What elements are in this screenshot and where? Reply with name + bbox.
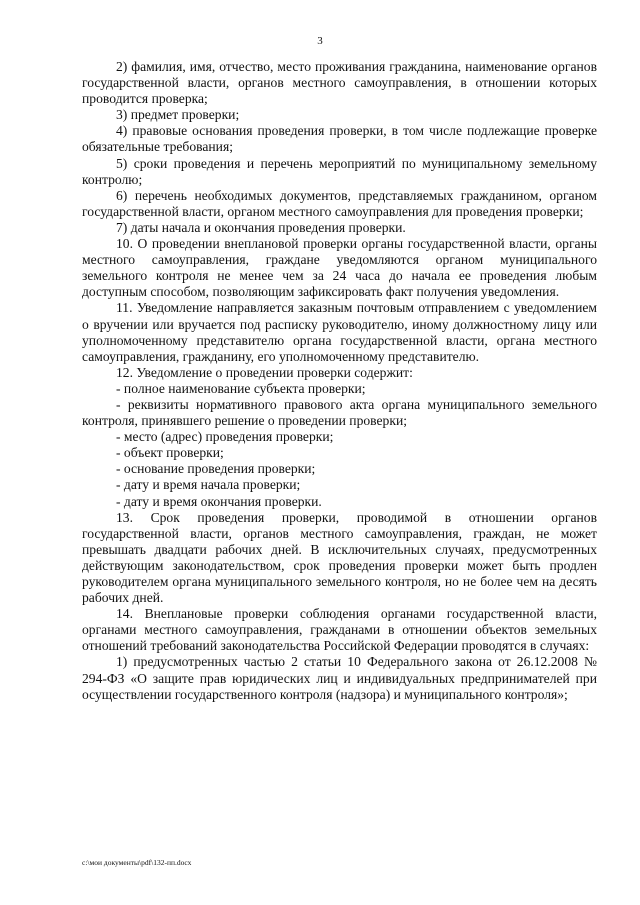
footer-file-path: c:\мои документы\pdf\132-пп.docx [82,858,192,867]
page-number: 3 [317,35,323,47]
paragraph-clause-12: 12. Уведомление о проведении проверки содержит: [116,364,413,380]
list-item-place: - место (адрес) проведения проверки; [116,429,334,445]
paragraph-item-6-documents: 6) перечень необходимых документов, представляемых гражданином, органом государственной власти, органом местного самоуправления для проведения проверки; [82,187,597,219]
list-item-end-date: - дату и время окончания проверки. [116,493,322,509]
document-body [82,59,597,703]
list-item-start-date: - дату и время начала проверки; [116,477,301,493]
paragraph-clause-14-item-1: 1) предусмотренных частью 2 статьи 10 Федерального закона от 26.12.2008 № 294-ФЗ «О защите прав юридических лиц и индивидуальных предпринимателей при осуществлении государственного контроля (надзора) и муниципального контроля»; [82,654,597,702]
paragraph-item-4-legal-basis: 4) правовые основания проведения проверки, в том числе подлежащие проверке обязательные требования; [82,123,597,155]
paragraph-clause-11: 11. Уведомление направляется заказным почтовым отправлением с уведомлением о вручении или вручается под расписку руководителю, иному должностному лицу или уполномоченному представителю органа государственной власти, органа местного самоуправления, гражданину, его уполномоченному представителю. [82,300,597,364]
paragraph-clause-10: 10. О проведении внеплановой проверки органы государственной власти, органы местного самоуправления, граждане уведомляются органом муниципального земельного контроля не менее чем за 24 часа до начала ее проведения любым доступным способом, позволяющим зафиксировать факт получения уведомления. [82,236,597,300]
list-item-grounds: - основание проведения проверки; [116,461,316,477]
list-item-object: - объект проверки; [116,445,224,461]
paragraph-item-7-dates: 7) даты начала и окончания проведения проверки. [116,219,406,235]
list-item-subject-name: - полное наименование субъекта проверки; [116,380,366,396]
paragraph-clause-13: 13. Срок проведения проверки, проводимой в отношении органов государственной власти, органов местного самоуправления, граждан, не может превышать двадцати рабочих дней. В исключительных случаях, предусмотренных действующим законодательством, срок проведения проверки может быть продлен руководителем органа муниципального земельного контроля, но не более чем на десять рабочих дней. [82,509,597,606]
paragraph-item-3-subject: 3) предмет проверки; [116,107,240,123]
paragraph-item-2-fio: 2) фамилия, имя, отчество, место проживания гражданина, наименование органов государственной власти, органов местного самоуправления, в отношении которых проводится проверка; [82,59,597,107]
paragraph-clause-14: 14. Внеплановые проверки соблюдения органами государственной власти, органами местного самоуправления, гражданами в отношении объектов земельных отношений требований законодательства Российской Федерации проводятся в случаях: [82,606,597,654]
list-item-act-details: - реквизиты нормативного правового акта органа муниципального земельного контроля, принявшего решение о проведении проверки; [82,396,597,429]
paragraph-item-5-terms: 5) сроки проведения и перечень мероприятий по муниципальному земельному контролю; [82,155,597,187]
